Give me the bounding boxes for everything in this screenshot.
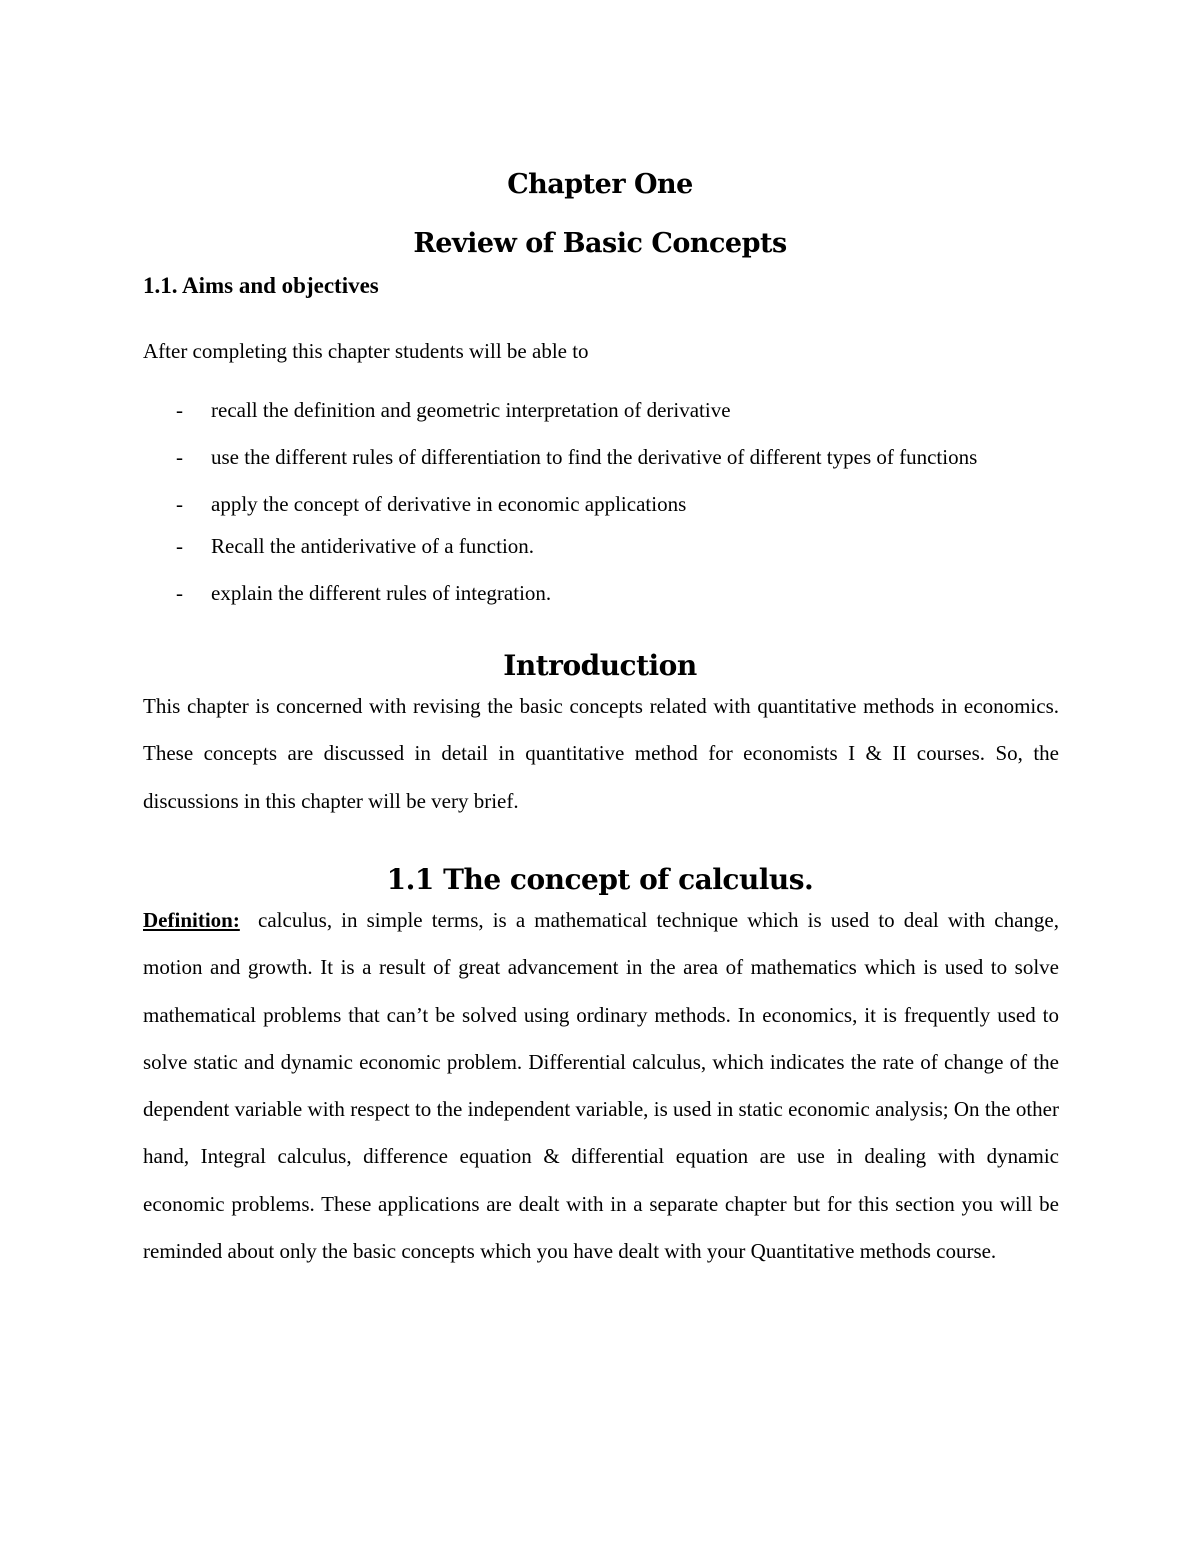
- chapter-title: Chapter One: [507, 169, 693, 200]
- calculus-heading: 1.1 The concept of calculus.: [386, 863, 814, 896]
- bullet-dash: -: [176, 398, 183, 422]
- objective-text: explain the different rules of integration.: [211, 581, 552, 605]
- objective-item: [0, 395, 1100, 425]
- bullet-dash: -: [176, 581, 183, 605]
- bullet-dash: -: [176, 445, 183, 469]
- objective-item: [0, 489, 1100, 519]
- definition-text: calculus, in simple terms, is a mathematical technique which is used to deal with change, motion and growth. It is a result of great advancement in the area of mathematics which is used to solve mathematical problems that can’t be solved using ordinary methods. In economics, it is frequently used to solve static and dynamic economic problem. Differential calculus, which indicates the rate of change of the dependent variable with respect to the independent variable, is used in static economic analysis; On the other hand, Integral calculus, difference equation & differential equation are use in dealing with dynamic economic problems. These applications are dealt with in a separate chapter but for this section you will be reminded about only the basic concepts which you have dealt with your Quantitative methods course.: [143, 908, 1059, 1264]
- objective-item: [0, 578, 1100, 608]
- objective-text: use the different rules of differentiation to find the derivative of different types of functions: [211, 445, 978, 469]
- objective-item: [0, 442, 1100, 472]
- aims-heading: 1.1. Aims and objectives: [143, 273, 379, 298]
- bullet-dash: -: [176, 492, 183, 516]
- objective-text: Recall the antiderivative of a function.: [211, 534, 535, 558]
- chapter-subtitle: Review of Basic Concepts: [413, 228, 787, 259]
- bullet-dash: -: [176, 534, 183, 558]
- objective-text: apply the concept of derivative in economic applications: [211, 492, 687, 516]
- introduction-heading: Introduction: [503, 649, 697, 682]
- objective-text: recall the definition and geometric interpretation of derivative: [211, 398, 731, 422]
- aims-intro: After completing this chapter students will be able to: [143, 339, 589, 363]
- definition-label: Definition:: [143, 908, 240, 932]
- introduction-paragraph: This chapter is concerned with revising the basic concepts related with quantitative methods in economics. These concepts are discussed in detail in quantitative method for economists I & II courses. So, the discussions in this chapter will be very brief.: [143, 694, 1059, 813]
- objective-item: [0, 531, 1100, 561]
- definition-paragraph: [143, 897, 1059, 1275]
